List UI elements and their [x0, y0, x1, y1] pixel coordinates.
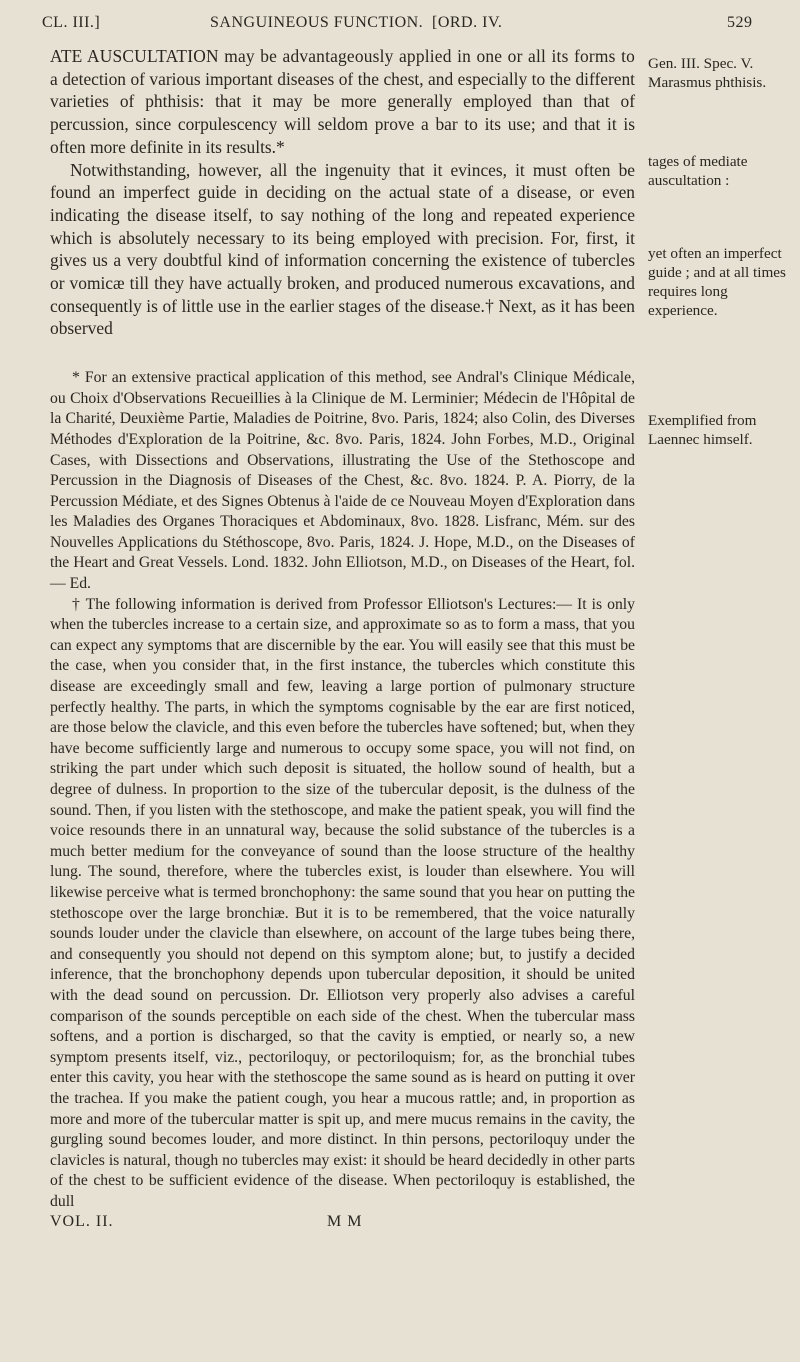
page-number: 529: [727, 14, 753, 31]
signature-line: [50, 1211, 635, 1233]
volume-signature: VOL. II.: [50, 1213, 114, 1231]
gathering-mark: M M: [327, 1213, 363, 1231]
sidenote-imperfect: yet often an imperfect guide ; and at all times requires long experience.: [648, 245, 786, 319]
sidenote-laennec: Exemplified from Laennec himself.: [648, 412, 757, 448]
paragraph-2: Notwithstanding, however, all the ingenuity that it evinces, it must often be found an imperfect guide in deciding on the actual state of a disease, or even indicating the disease itself, to say nothing of the long and repeated experience which is absolutely necessary to its being employed with precision. For, first, it gives us a very doubtful kind of information concerning the existence of tubercles or vomicæ till they have actually broken, and produced numerous excavations, and consequently is of little use in the earlier stages of the disease.† Next, as it has been observed: [50, 159, 635, 339]
footnote-2: † The following information is derived from Professor Elliotson's Lectures:— It is only when the tubercles increase to a certain size, and approximate so as to form a mass, that you can expect any symptoms that are discernible by the ear. You will easily see that this must be the case, when you consider that, in the first instance, the tubercles which constitute this disease are exceedingly small and few, leaving a large portion of pulmonary structure perfectly healthy. The parts, in which the symptoms cognisable by the ear are first noticed, are those below the clavicle, and this even before the tubercles have softened; but, when they have become sufficiently large and numerous to occupy some space, you will not find, on striking the part under which such deposit is situated, the hollow sound of health, but a degree of dulness. In proportion to the size of the tubercular deposit, is the dulness of the sound. Then, if you listen with the stethoscope, and make the patient speak, you will find the voice resounds there in an unnatural way, because the solid substance of the tubercles is a much better medium for the conveyance of sound than the loose structure of the healthy lung. The sound, therefore, where the tubercles exist, is louder than elsewhere. You will likewise perceive what is termed bronchophony: the same sound that you hear on putting the stethoscope over the large bronchiæ. But it is to be remembered, that the voice naturally sounds louder under the clavicle than elsewhere, on account of the large tubes being there, and consequently you should not depend on this symptom alone; but, to justify a decided inference, that the bronchophony depends upon tubercular deposition, it should be united with the dead sound on percussion. Dr. Elliotson very properly also advises a careful comparison of the sounds perceptible on each side of the chest. When the tubercular mass softens, and a portion is discharged, so that the cavity is emptied, or nearly so, a new symptom presents itself, viz., pectoriloquy, or pectoriloquism; for, as the bronchial tubes enter this cavity, you hear with the stethoscope the same sound as is heard on putting it over the trachea. If you make the patient cough, you hear a mucous rattle; and, in proportion as more and more of the tubercular matter is spit up, and mere mucus remains in the cavity, the gurgling sound becomes louder, and more distinct. In thin persons, pectoriloquy under the clavicles is natural, though no tubercles may exist: it should be heard decidedly in other parts of the chest to be sufficient evidence of the disease. When pectoriloquy is established, the dull: [50, 595, 635, 1210]
footnote-1: * For an extensive practical application of this method, see Andral's Clinique Médicale, ou Choix d'Observations Recueillies à la Clinique de M. Lerminier; Médecin de l'Hôpital de la Charité, Deuxième Partie, Maladies de Poitrine, 8vo. Paris, 1824; also Colin, des Diverses Méthodes d'Exploration de la Poitrine, &c. 8vo. Paris, 1824. John Forbes, M.D., Original Cases, with Dissections and Observations, illustrating the Use of the Stethoscope and Percussion in the Diagnosis of Diseases of the Chest, &c. 8vo. 1824. P. A. Piorry, de la Percussion Médiate, et des Signes Obtenus à l'aide de ce Nouveau Moyen d'Exploration dans les Maladies des Organes Thoraciques et Abdominaux, 8vo. 1828. Lisfranc, Mém. sur des Nouvelles Applications du Stéthoscope, 8vo. Paris, 1824. J. Hope, M.D., on the Diseases of the Heart and Great Vessels. Lond. 1832. John Elliotson, M.D., on Diseases of the Heart, fol. — Ed.: [50, 369, 635, 593]
paragraph-1: ATE AUSCULTATION may be advantageously applied in one or all its forms to a detection of various important diseases of the chest, and especially to the different varieties of phthisis: that it may be more generally employed than that of percussion, since corpulescency will seldom prove a bar to its use; and that it is often more definite in its results.*: [50, 46, 635, 157]
header-title: SANGUINEOUS FUNCTION.: [210, 14, 424, 31]
sidenote-genus: Gen. III. Spec. V. Marasmus phthisis.: [648, 55, 767, 91]
sidenote-advantages: tages of mediate auscultation :: [648, 153, 748, 189]
main-column: [50, 45, 635, 1233]
footnote-gap: [50, 340, 635, 368]
header-chapter: CL. III.]: [42, 14, 101, 31]
running-header: [42, 8, 782, 38]
header-order: [ORD. IV.: [432, 14, 503, 31]
